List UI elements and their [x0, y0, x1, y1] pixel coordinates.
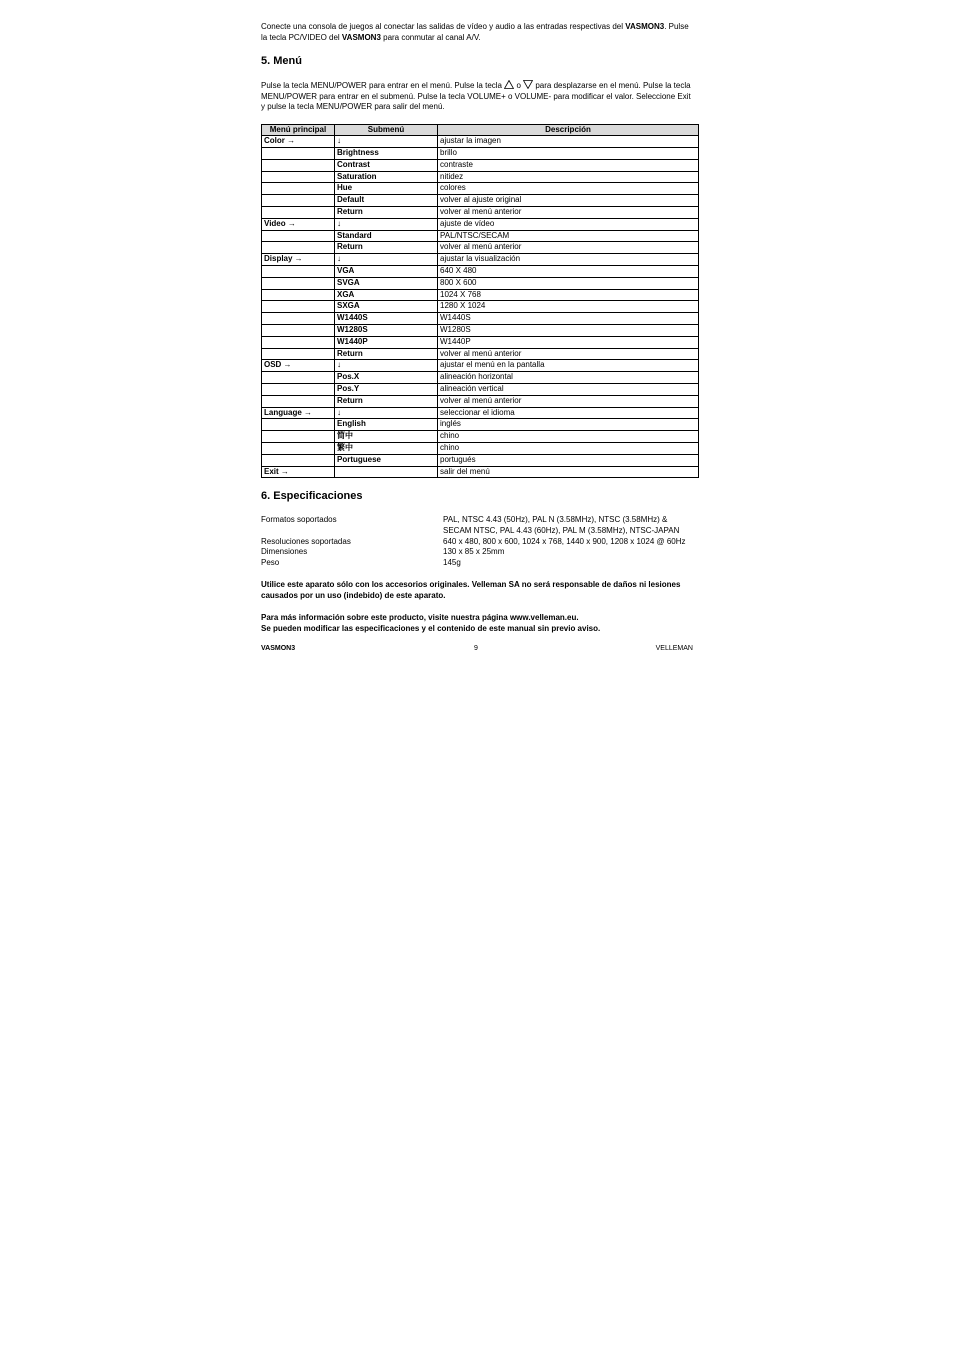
submenu-cell: Default [335, 195, 438, 207]
menu-table-body [262, 136, 699, 478]
main-menu-cell: Display → [262, 254, 335, 266]
menu-table-row [262, 289, 699, 301]
menu-table-row [262, 395, 699, 407]
product-name: VASMON3 [625, 22, 665, 31]
menu-table-row [262, 230, 699, 242]
submenu-cell: W1440P [335, 336, 438, 348]
menu-table-row [262, 372, 699, 384]
menu-table-row [262, 266, 699, 278]
menu-table-row [262, 454, 699, 466]
menu-table-row [262, 419, 699, 431]
submenu-cell: Brightness [335, 148, 438, 160]
main-menu-cell [262, 384, 335, 396]
main-menu-cell [262, 242, 335, 254]
submenu-cell: Return [335, 242, 438, 254]
main-menu-cell [262, 266, 335, 278]
submenu-cell: VGA [335, 266, 438, 278]
spec-row [261, 515, 699, 536]
footer-product: VASMON3 [261, 645, 296, 652]
submenu-cell: W1440S [335, 313, 438, 325]
main-menu-cell [262, 171, 335, 183]
main-menu-cell [262, 325, 335, 337]
page-number: 9 [474, 645, 478, 652]
description-cell: ajuste de vídeo [438, 218, 699, 230]
header-main-menu: Menú principal [262, 124, 335, 136]
menu-paragraph: Pulse la tecla MENU/POWER para entrar en el menú. Pulse la tecla o para desplazarse en el menú. Pulse la tecla MENU/POWER para entrar en el submenú. Pulse la tecla VOLUME+ o VOLUME- para modificar el valor. Seleccione Exit y pulse la tecla MENU/POWER para salir del menú. [261, 81, 691, 111]
description-cell: portugués [438, 454, 699, 466]
main-menu-cell: OSD → [262, 360, 335, 372]
spec-value: PAL, NTSC 4.43 (50Hz), PAL N (3.58MHz), NTSC (3.58MHz) & SECAM NTSC, PAL 4.43 (60Hz), PAL M (3.58MHz), NTSC-JAPAN [443, 515, 680, 535]
spec-row [261, 547, 699, 558]
menu-table-row [262, 136, 699, 148]
spec-heading: 6. Especificaciones [261, 490, 363, 503]
submenu-cell: English [335, 419, 438, 431]
submenu-cell: Portuguese [335, 454, 438, 466]
description-cell: salir del menú [438, 466, 699, 478]
main-menu-cell [262, 431, 335, 443]
menu-table-row [262, 159, 699, 171]
description-cell: W1440S [438, 313, 699, 325]
manual-page [261, 22, 699, 634]
menu-table-row [262, 148, 699, 160]
menu-table-row [262, 195, 699, 207]
submenu-cell: Saturation [335, 171, 438, 183]
menu-table-row [262, 384, 699, 396]
main-menu-cell: Exit → [262, 466, 335, 478]
menu-table-row [262, 313, 699, 325]
submenu-cell: XGA [335, 289, 438, 301]
description-cell: volver al menú anterior [438, 242, 699, 254]
menu-table-row [262, 277, 699, 289]
description-cell: brillo [438, 148, 699, 160]
submenu-cell: Return [335, 207, 438, 219]
main-menu-cell: Language → [262, 407, 335, 419]
submenu-cell: SXGA [335, 301, 438, 313]
description-cell: volver al ajuste original [438, 195, 699, 207]
description-cell: PAL/NTSC/SECAM [438, 230, 699, 242]
description-cell: ajustar la visualización [438, 254, 699, 266]
main-menu-cell [262, 183, 335, 195]
header-description: Descripción [438, 124, 699, 136]
footer-brand: VELLEMAN [655, 645, 693, 652]
menu-table-row [262, 360, 699, 372]
spec-value: 130 x 85 x 25mm [443, 547, 505, 557]
main-menu-cell [262, 372, 335, 384]
main-menu-cell [262, 419, 335, 431]
intro-paragraph: Conecte una consola de juegos al conectar las salidas de vídeo y audio a las entradas respectivas del VASMON3. Pulse la tecla PC/VIDEO del VASMON3 para conmutar al canal A/V. [261, 22, 689, 42]
menu-table-row [262, 348, 699, 360]
submenu-cell: ↓ [335, 218, 438, 230]
spec-label: Resoluciones soportadas [261, 536, 351, 546]
main-menu-cell: Video → [262, 218, 335, 230]
description-cell: volver al menú anterior [438, 207, 699, 219]
menu-table [261, 124, 699, 479]
info-line: Para más información sobre este producto, visite nuestra página www.velleman.eu. [261, 613, 579, 623]
menu-table-row [262, 171, 699, 183]
description-cell: contraste [438, 159, 699, 171]
description-cell: 1024 X 768 [438, 289, 699, 301]
submenu-cell: Return [335, 348, 438, 360]
menu-table-row [262, 325, 699, 337]
submenu-cell: Hue [335, 183, 438, 195]
info-line: Se pueden modificar las especificaciones y el contenido de este manual sin previo aviso. [261, 623, 601, 633]
main-menu-cell [262, 230, 335, 242]
spec-label: Peso [261, 557, 280, 567]
description-cell: W1440P [438, 336, 699, 348]
main-menu-cell [262, 313, 335, 325]
main-menu-cell: Color → [262, 136, 335, 148]
info-notice [261, 613, 699, 634]
down-triangle-icon [523, 80, 533, 89]
description-cell: seleccionar el idioma [438, 407, 699, 419]
menu-table-row [262, 207, 699, 219]
menu-table-row [262, 254, 699, 266]
description-cell: volver al menú anterior [438, 348, 699, 360]
spec-label: Dimensiones [261, 547, 308, 557]
submenu-cell: SVGA [335, 277, 438, 289]
submenu-cell: Return [335, 395, 438, 407]
spec-value: 640 x 480, 800 x 600, 1024 x 768, 1440 x 900, 1208 x 1024 @ 60Hz [443, 536, 686, 546]
description-cell: W1280S [438, 325, 699, 337]
submenu-cell: W1280S [335, 325, 438, 337]
menu-table-row [262, 336, 699, 348]
submenu-cell: ↓ [335, 360, 438, 372]
description-cell: ajustar la imagen [438, 136, 699, 148]
description-cell: chino [438, 431, 699, 443]
main-menu-cell [262, 159, 335, 171]
main-menu-cell [262, 395, 335, 407]
main-menu-cell [262, 207, 335, 219]
submenu-cell: Pos.Y [335, 384, 438, 396]
menu-heading: 5. Menú [261, 55, 302, 67]
menu-table-row [262, 431, 699, 443]
main-menu-cell [262, 454, 335, 466]
spec-list [261, 515, 699, 568]
menu-table-row [262, 466, 699, 478]
header-submenu: Submenú [335, 124, 438, 136]
description-cell: nitidez [438, 171, 699, 183]
page-footer [261, 645, 693, 655]
description-cell: 800 X 600 [438, 277, 699, 289]
submenu-cell: Standard [335, 230, 438, 242]
menu-table-row [262, 443, 699, 455]
submenu-cell: 简中 [335, 431, 438, 443]
description-cell: volver al menú anterior [438, 395, 699, 407]
submenu-cell: Contrast [335, 159, 438, 171]
spec-label: Formatos soportados [261, 515, 337, 525]
submenu-cell [335, 466, 438, 478]
menu-table-row [262, 218, 699, 230]
main-menu-cell [262, 301, 335, 313]
menu-table-header [262, 124, 699, 136]
up-triangle-icon [504, 80, 514, 89]
submenu-cell: ↓ [335, 407, 438, 419]
menu-table-row [262, 183, 699, 195]
spec-row [261, 537, 699, 548]
spec-row [261, 558, 699, 569]
main-menu-cell [262, 336, 335, 348]
description-cell: alineación horizontal [438, 372, 699, 384]
main-menu-cell [262, 348, 335, 360]
description-cell: 1280 X 1024 [438, 301, 699, 313]
spec-value: 145g [443, 557, 461, 567]
description-cell: alineación vertical [438, 384, 699, 396]
warning-notice: Utilice este aparato sólo con los accesorios originales. Velleman SA no será responsable de daños ni lesiones causados por un uso (indebido) de este aparato. [261, 580, 681, 600]
main-menu-cell [262, 277, 335, 289]
submenu-cell: 繁中 [335, 443, 438, 455]
main-menu-cell [262, 443, 335, 455]
submenu-cell: ↓ [335, 254, 438, 266]
main-menu-cell [262, 289, 335, 301]
description-cell: inglés [438, 419, 699, 431]
description-cell: ajustar el menú en la pantalla [438, 360, 699, 372]
main-menu-cell [262, 148, 335, 160]
menu-table-row [262, 242, 699, 254]
description-cell: colores [438, 183, 699, 195]
description-cell: 640 X 480 [438, 266, 699, 278]
menu-table-row [262, 407, 699, 419]
submenu-cell: Pos.X [335, 372, 438, 384]
product-name: VASMON3 [341, 32, 381, 42]
description-cell: chino [438, 443, 699, 455]
menu-table-row [262, 301, 699, 313]
main-menu-cell [262, 195, 335, 207]
submenu-cell: ↓ [335, 136, 438, 148]
